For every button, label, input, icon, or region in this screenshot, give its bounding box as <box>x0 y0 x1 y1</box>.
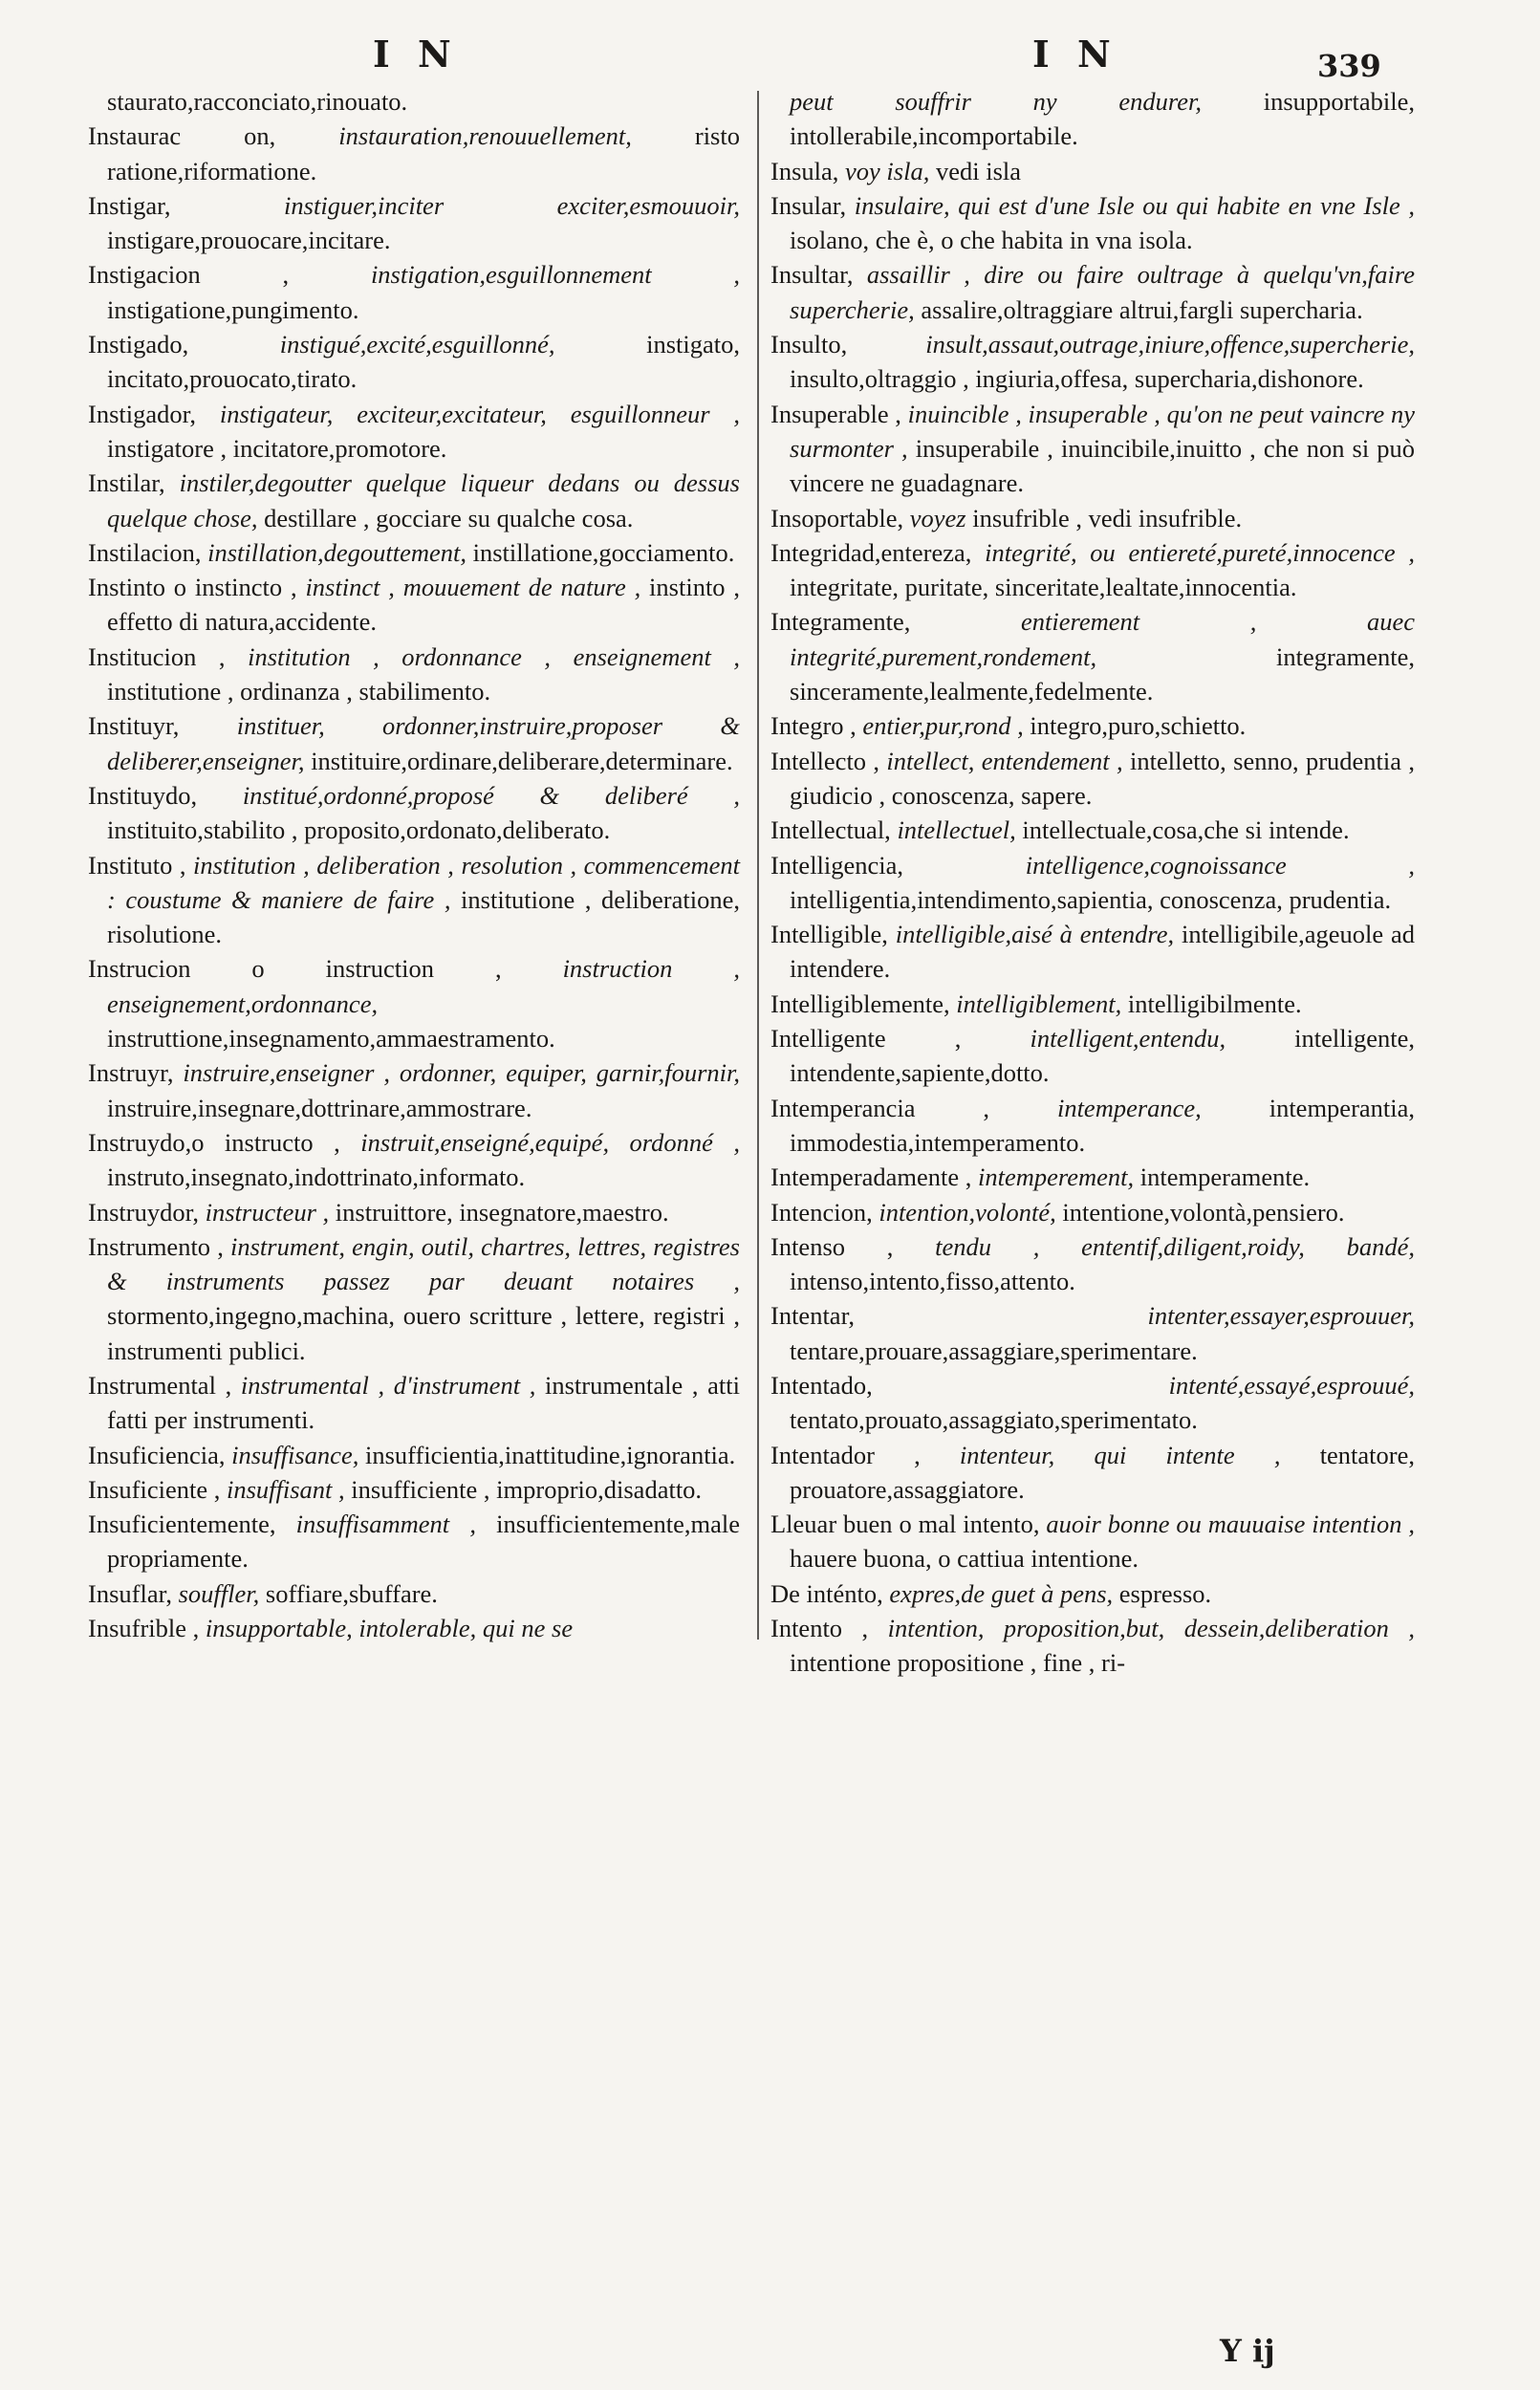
italian-gloss: vedi isla <box>935 156 1022 185</box>
dictionary-entry <box>770 188 1415 258</box>
french-gloss: intemperement, <box>978 1162 1135 1192</box>
italian-gloss: intemperamente. <box>1139 1162 1311 1192</box>
french-gloss: peut souffrir ny endurer, <box>790 87 1202 116</box>
dictionary-entry <box>770 708 1415 743</box>
italian-gloss: soffiare,sbuffare. <box>265 1578 438 1608</box>
dictionary-entry <box>88 640 740 709</box>
italian-gloss: stormento,ingegno,machina, ouero scritture , lettere, registri , instrumenti publici. <box>107 1301 740 1365</box>
dictionary-entry <box>88 466 740 535</box>
italian-gloss: instruto,insegnato,indottrinato,informato. <box>107 1162 526 1192</box>
italian-gloss: intenso,intento,fisso,attento. <box>790 1267 1075 1296</box>
italian-gloss: instigato, incitato,prouocato,tirato. <box>107 330 740 394</box>
dictionary-entry <box>770 1438 1415 1508</box>
dictionary-entry <box>88 535 740 570</box>
dictionary-entry <box>88 1055 740 1125</box>
headword: Instilacion, <box>88 537 202 567</box>
italian-gloss: instruire,insegnare,dottrinare,ammostrare. <box>107 1093 532 1122</box>
dictionary-entry <box>770 744 1415 814</box>
italian-gloss: integritate, puritate, sinceritate,lealtate,innocentia. <box>790 573 1297 602</box>
headword: Instaurac on, <box>88 121 276 151</box>
italian-gloss: instituire,ordinare,deliberare,determinare. <box>311 746 733 775</box>
italian-gloss: tentare,prouare,assaggiare,sperimentare. <box>790 1336 1198 1365</box>
italian-gloss: integro,puro,schietto. <box>1030 711 1247 741</box>
dictionary-entry <box>770 1195 1415 1229</box>
italian-gloss: institutione , ordinanza , stabilimento. <box>107 677 491 706</box>
dictionary-entry <box>88 1611 740 1645</box>
headword: Instigar, <box>88 190 171 220</box>
running-head-left: I N <box>373 33 459 76</box>
french-gloss: instigué,excité,esguillonné, <box>279 330 555 359</box>
headword: Intelligente , <box>770 1024 962 1054</box>
french-gloss: intelligence,cognoissance , <box>1025 850 1416 880</box>
dictionary-entry <box>88 1576 740 1611</box>
headword: Intento , <box>770 1614 869 1643</box>
italian-gloss: integramente, sinceramente,lealmente,fedelmente. <box>790 641 1415 706</box>
french-gloss: insupportable, intolerable, qui ne se <box>205 1614 574 1643</box>
italian-gloss: staurato,racconciato,rinouato. <box>107 87 408 116</box>
dictionary-entry <box>770 987 1415 1021</box>
dictionary-entry <box>88 951 740 1055</box>
italian-gloss: insufficiente , improprio,disadatto. <box>351 1474 703 1504</box>
headword: Insulto, <box>770 330 848 359</box>
french-gloss: insulaire, qui est d'une Isle ou qui habite en vne Isle , <box>854 190 1416 220</box>
italian-gloss: intellectuale,cosa,che si intende. <box>1022 815 1350 845</box>
italian-gloss: intelletto, senno, prudentia , giudicio , conoscenza, sapere. <box>790 746 1416 810</box>
italian-gloss: isolano, che è, o che habita in vna isola. <box>790 226 1193 255</box>
headword: Insuflar, <box>88 1578 172 1608</box>
dictionary-entry <box>770 1021 1415 1091</box>
headword: Insoportable, <box>770 503 904 532</box>
italian-gloss: intentione,volontà,pensiero. <box>1062 1197 1345 1227</box>
dictionary-entry <box>770 154 1415 188</box>
dictionary-entry <box>88 1195 740 1229</box>
headword: Institucion , <box>88 641 226 671</box>
headword: Integridad,entereza, <box>770 537 972 567</box>
italian-gloss: espresso. <box>1118 1578 1212 1608</box>
dictionary-entry <box>770 501 1415 535</box>
dictionary-entry <box>770 1091 1415 1161</box>
dictionary-entry <box>770 1298 1415 1368</box>
headword: De inténto, <box>770 1578 883 1608</box>
italian-gloss: insupportabile, intollerabile,incomportabile. <box>790 87 1415 151</box>
french-gloss: intenteur, qui intente , <box>959 1440 1281 1469</box>
french-gloss: instauration,renouuellement, <box>338 121 632 151</box>
entry-continuation <box>88 84 740 119</box>
headword: Integro , <box>770 711 857 741</box>
french-gloss: intellect, entendement , <box>886 746 1123 775</box>
french-gloss: instrumental , d'instrument , <box>240 1370 536 1400</box>
headword: Insuficientemente, <box>88 1510 276 1539</box>
french-gloss: intelligible,aisé à entendre, <box>895 920 1175 949</box>
french-gloss: instructeur , <box>205 1197 330 1227</box>
dictionary-entry <box>770 848 1415 918</box>
french-gloss: voyez <box>909 503 966 532</box>
left-column <box>88 84 740 1645</box>
french-gloss: instigation,esguillonnement , <box>370 260 741 290</box>
headword: Insufrible , <box>88 1614 200 1643</box>
italian-gloss: instruttione,insegnamento,ammaestramento. <box>107 1024 555 1054</box>
french-gloss: insuffisance, <box>231 1440 359 1469</box>
headword: Integramente, <box>770 607 911 637</box>
italian-gloss: intelligente, intendente,sapiente,dotto. <box>790 1024 1416 1088</box>
french-gloss: institué,ordonné,proposé & deliberé , <box>242 780 740 810</box>
headword: Instituyr, <box>88 711 180 741</box>
italian-gloss: institutione , deliberatione, risolutione. <box>107 884 740 949</box>
dictionary-entry <box>770 397 1415 501</box>
dictionary-entry <box>88 1438 740 1472</box>
french-gloss: intelligiblement, <box>956 989 1122 1018</box>
headword: Insuficiente , <box>88 1474 221 1504</box>
running-head-right: I N <box>1032 33 1118 76</box>
headword: Instruyr, <box>88 1058 174 1088</box>
headword: Intencion, <box>770 1197 873 1227</box>
dictionary-entry <box>770 535 1415 605</box>
dictionary-entry <box>88 570 740 640</box>
headword: Insuficiencia, <box>88 1440 226 1469</box>
headword: Intelligencia, <box>770 850 904 880</box>
dictionary-entry <box>770 1576 1415 1611</box>
headword: Instruydor, <box>88 1197 199 1227</box>
headword: Intelligiblemente, <box>770 989 950 1018</box>
french-gloss: instruit,enseigné,equipé, ordonné , <box>360 1127 740 1157</box>
dictionary-entry <box>770 917 1415 987</box>
dictionary-entry <box>770 327 1415 397</box>
italian-gloss: risto ratione,riformatione. <box>107 121 740 185</box>
headword: Intellectual, <box>770 815 891 845</box>
french-gloss: entier,pur,rond , <box>862 711 1024 741</box>
column-divider <box>757 91 759 1640</box>
italian-gloss: insufrible , vedi insufrible. <box>972 503 1243 532</box>
dictionary-entry <box>88 1125 740 1195</box>
french-gloss: intemperance, <box>1056 1093 1202 1122</box>
italian-gloss: tentatore, prouatore,assaggiatore. <box>790 1440 1416 1504</box>
dictionary-entry <box>88 848 740 952</box>
dictionary-entry <box>88 257 740 327</box>
entry-continuation <box>770 84 1415 154</box>
french-gloss: intenté,essayé,esprouué, <box>1168 1370 1415 1400</box>
dictionary-entry <box>88 708 740 778</box>
french-gloss: institution , ordonnance , enseignement , <box>248 641 740 671</box>
dictionary-entry <box>770 1507 1415 1576</box>
headword: Intentador , <box>770 1440 921 1469</box>
signature-mark: Y ij <box>1220 2333 1275 2369</box>
dictionary-entry <box>770 813 1415 847</box>
headword: Intentar, <box>770 1301 855 1331</box>
dictionary-entry <box>770 1160 1415 1194</box>
french-gloss: integrité, ou entiereté,pureté,innocence , <box>985 537 1415 567</box>
headword: Instigado, <box>88 330 189 359</box>
headword: Instrucion o instruction , <box>88 954 502 984</box>
right-column <box>770 84 1415 1681</box>
french-gloss: instituer, ordonner,instruire,proposer & deliberer,enseigner, <box>107 711 740 775</box>
dictionary-entry <box>770 1611 1415 1681</box>
headword: Instruydo,o instructo , <box>88 1127 340 1157</box>
italian-gloss: intemperantia, immodestia,intemperamento. <box>790 1093 1416 1157</box>
french-gloss: instrument, engin, outil, chartres, lettres, registres & instruments passez par deuant notaires , <box>107 1231 740 1296</box>
headword: Intellecto , <box>770 746 880 775</box>
dictionary-entry <box>770 1229 1415 1299</box>
italian-gloss: tentato,prouato,assaggiato,sperimentato. <box>790 1405 1198 1435</box>
italian-gloss: insulto,oltraggio , ingiuria,offesa, supercharia,dishonore. <box>790 364 1364 394</box>
dictionary-entry <box>88 1368 740 1438</box>
italian-gloss: instigatore , incitatore,promotore. <box>107 433 447 463</box>
french-gloss: intellectuel, <box>897 815 1016 845</box>
italian-gloss: instrumentale , atti fatti per instrumenti. <box>107 1370 741 1435</box>
dictionary-entry <box>88 397 740 467</box>
dictionary-entry <box>88 1229 740 1368</box>
french-gloss: instiguer,inciter exciter,esmouuoir, <box>284 190 741 220</box>
headword: Insula, <box>770 156 839 185</box>
french-gloss: instigateur, exciteur,excitateur, esguillonneur , <box>219 399 740 428</box>
italian-gloss: insufficientemente,male propriamente. <box>107 1510 741 1574</box>
french-gloss: assaillir , dire ou faire oultrage à quelqu'vn,faire supercherie, <box>790 260 1415 324</box>
french-gloss: entierement , auec integrité,purement,rondement, <box>790 607 1415 671</box>
italian-gloss: instigatione,pungimento. <box>107 294 359 324</box>
french-gloss: intenter,essayer,esprouuer, <box>1147 1301 1415 1331</box>
french-gloss: instiler,degoutter quelque liqueur dedans ou dessus quelque chose, <box>107 468 740 532</box>
italian-gloss: insuperabile , inuincibile,inuitto , che non si può vincere ne guadagnare. <box>790 433 1416 498</box>
french-gloss: auoir bonne ou mauuaise intention , <box>1046 1510 1415 1539</box>
headword: Instigacion , <box>88 260 290 290</box>
french-gloss: insult,assaut,outrage,iniure,offence,supercherie, <box>925 330 1415 359</box>
headword: Instilar, <box>88 468 165 498</box>
headword: Intemperancia , <box>770 1093 990 1122</box>
headword: Intentado, <box>770 1370 873 1400</box>
italian-gloss: intelligibilmente. <box>1127 989 1302 1018</box>
dictionary-entry <box>88 119 740 188</box>
headword: Intelligible, <box>770 920 888 949</box>
dictionary-entry <box>770 1368 1415 1438</box>
french-gloss: insuffisant , <box>226 1474 345 1504</box>
french-gloss: instinct , mouuement de nature , <box>305 573 641 602</box>
headword: Insuperable , <box>770 399 901 428</box>
headword: Instrumento , <box>88 1231 224 1261</box>
headword: Intenso , <box>770 1231 894 1261</box>
italian-gloss: insufficientia,inattitudine,ignorantia. <box>364 1440 736 1469</box>
french-gloss: institution , deliberation , resolution , commencement : coustume & maniere de faire , <box>107 850 740 914</box>
french-gloss: voy isla, <box>845 156 930 185</box>
italian-gloss: instigare,prouocare,incitare. <box>107 226 391 255</box>
french-gloss: instruire,enseigner , ordonner, equiper, garnir,fournir, <box>183 1058 740 1088</box>
headword: Intemperadamente , <box>770 1162 972 1192</box>
italian-gloss: hauere buona, o cattiua intentione. <box>790 1544 1139 1574</box>
french-gloss: intelligent,entendu, <box>1030 1024 1226 1054</box>
french-gloss: instruction , enseignement,ordonnance, <box>107 954 740 1018</box>
french-gloss: intention, proposition,but, dessein,deliberation , <box>887 1614 1416 1643</box>
french-gloss: expres,de guet à pens, <box>889 1578 1114 1608</box>
french-gloss: instillation,degouttement, <box>207 537 466 567</box>
dictionary-entry <box>88 327 740 397</box>
italian-gloss: assalire,oltraggiare altrui,fargli supercharia. <box>921 294 1363 324</box>
dictionary-entry <box>770 604 1415 708</box>
italian-gloss: intelligentia,intendimento,sapientia, conoscenza, prudentia. <box>790 884 1392 914</box>
dictionary-entry <box>88 188 740 258</box>
dictionary-entry <box>88 778 740 848</box>
headword: Insular, <box>770 190 847 220</box>
headword: Instigador, <box>88 399 197 428</box>
headword: Instrumental , <box>88 1370 232 1400</box>
headword: Instituydo, <box>88 780 198 810</box>
italian-gloss: instinto , effetto di natura,accidente. <box>107 573 741 637</box>
french-gloss: intention,volonté, <box>878 1197 1056 1227</box>
italian-gloss: destillare , gocciare su qualche cosa. <box>264 503 634 532</box>
dictionary-entry <box>770 257 1415 327</box>
page-number: 339 <box>1317 48 1381 84</box>
dictionary-entry <box>88 1507 740 1576</box>
italian-gloss: intelligibile,ageuole ad intendere. <box>790 920 1415 984</box>
italian-gloss: instruittore, insegnatore,maestro. <box>335 1197 669 1227</box>
french-gloss: inuincible , insuperable , qu'on ne peut vaincre ny surmonter , <box>790 399 1415 463</box>
dictionary-entry <box>88 1472 740 1507</box>
french-gloss: insuffisamment , <box>295 1510 476 1539</box>
italian-gloss: instillatione,gocciamento. <box>472 537 735 567</box>
headword: Instituto , <box>88 850 186 880</box>
french-gloss: tendu , ententif,diligent,roidy, bandé, <box>935 1231 1415 1261</box>
headword: Lleuar buen o mal intento, <box>770 1510 1040 1539</box>
french-gloss: souffler, <box>178 1578 260 1608</box>
headword: Insultar, <box>770 260 854 290</box>
headword: Instinto o instincto , <box>88 573 297 602</box>
italian-gloss: intentione propositione , fine , ri- <box>790 1648 1126 1678</box>
italian-gloss: instituito,stabilito , proposito,ordonato,deliberato. <box>107 815 611 845</box>
